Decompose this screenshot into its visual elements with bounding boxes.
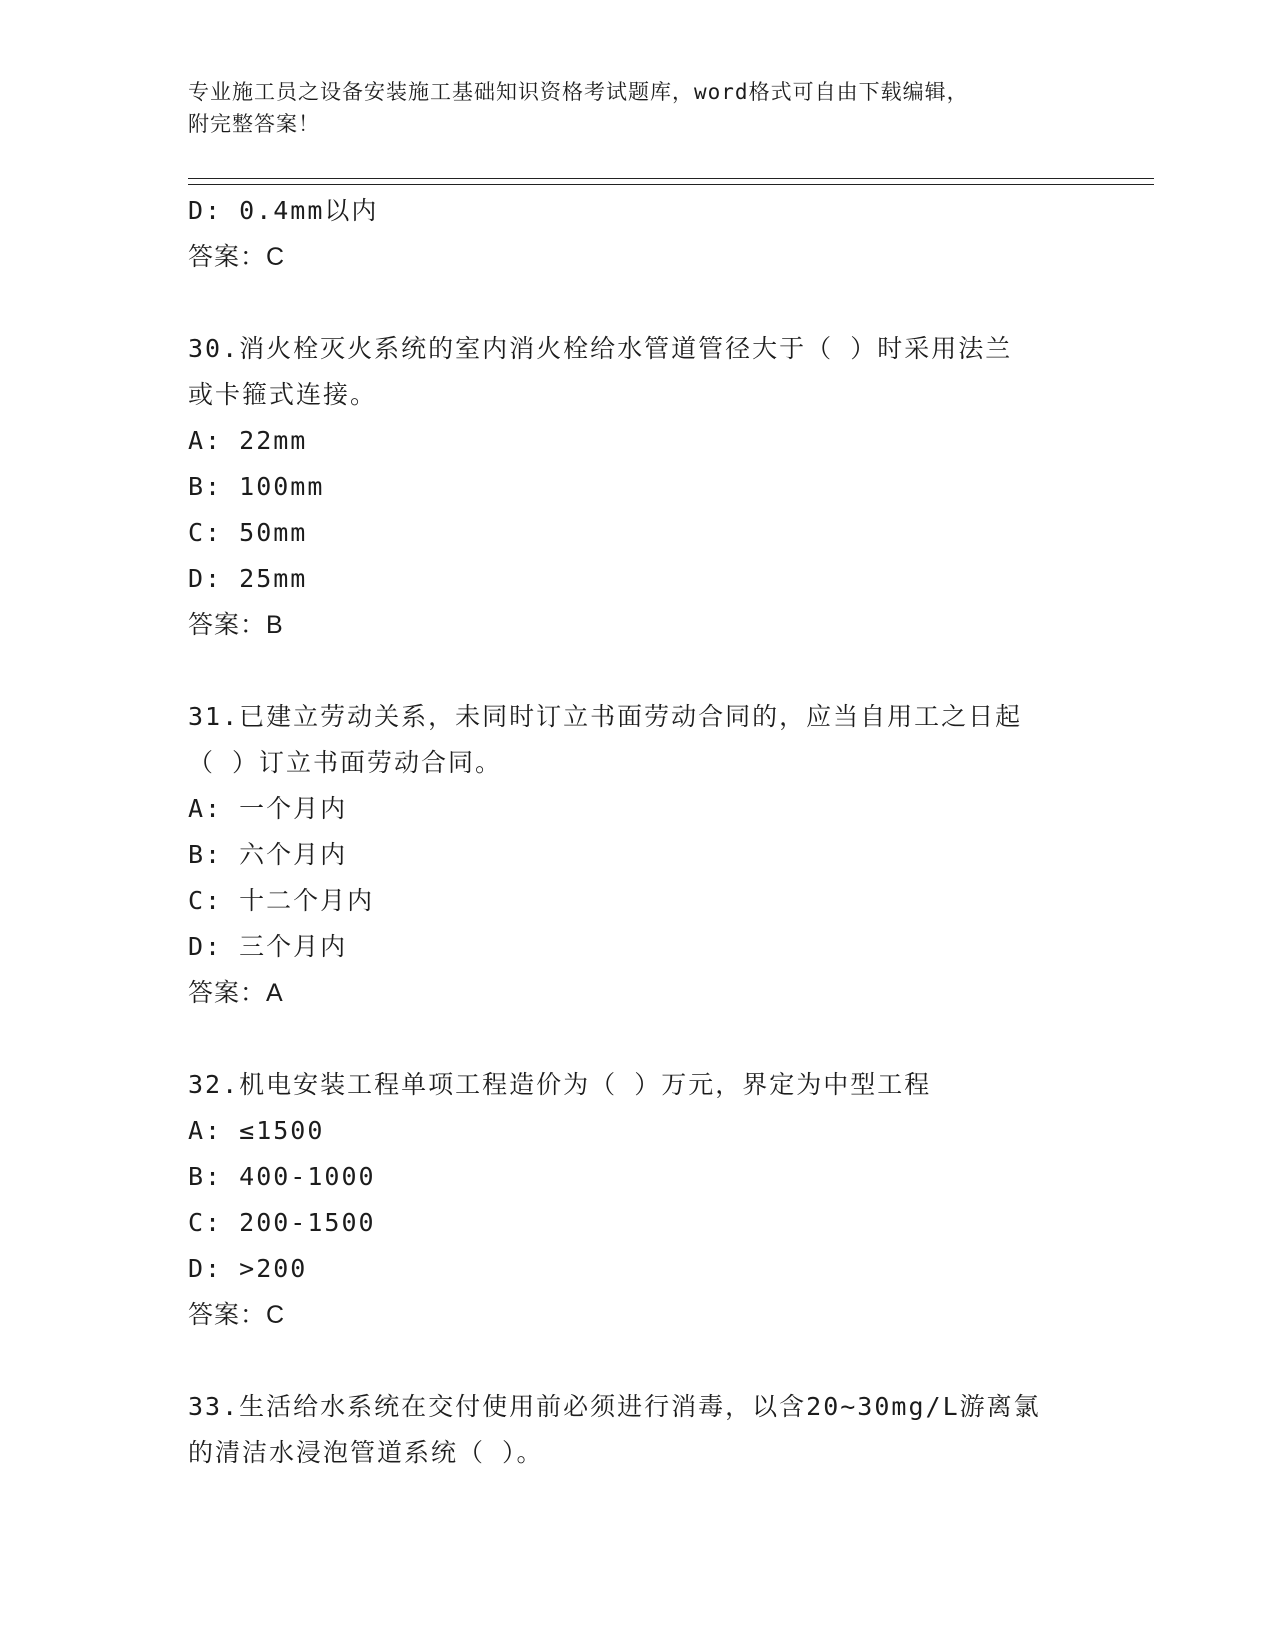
question-30 [188, 326, 1108, 648]
answer-line: 答案：A [188, 979, 284, 1007]
header-title-line-1: 专业施工员之设备安装施工基础知识资格考试题库，word格式可自由下载编辑， [188, 80, 969, 104]
option-a: A: 22mm [188, 426, 308, 455]
option-d: D: >200 [188, 1254, 308, 1283]
option-d: D: 0.4mm以内 [188, 196, 379, 225]
question-text-line-1: 32.机电安装工程单项工程造价为（ ）万元，界定为中型工程 [188, 1070, 932, 1099]
option-b: B: 400-1000 [188, 1162, 376, 1191]
question-text-line-1: 33.生活给水系统在交付使用前必须进行消毒，以含20~30mg/L游离氯 [188, 1392, 1041, 1421]
question-text-line-1: 31.已建立劳动关系，未同时订立书面劳动合同的，应当自用工之日起 [188, 702, 1023, 731]
option-b: B: 100mm [188, 472, 325, 501]
option-a: A: ≤1500 [188, 1116, 325, 1145]
answer-line: 答案：B [188, 611, 284, 639]
previous-question-tail [188, 188, 1108, 280]
option-c: C: 50mm [188, 518, 308, 547]
option-b: B: 六个月内 [188, 840, 348, 869]
question-text-line-1: 30.消火栓灭火系统的室内消火栓给水管道管径大于（ ）时采用法兰 [188, 334, 1013, 363]
question-text-line-2: （ ）订立书面劳动合同。 [188, 748, 503, 777]
header-divider-top [188, 178, 1154, 179]
option-c: C: 十二个月内 [188, 886, 375, 915]
option-d: D: 25mm [188, 564, 308, 593]
header-title-line-2: 附完整答案！ [188, 112, 320, 136]
answer-line: 答案：C [188, 1301, 286, 1329]
page-header [188, 76, 1088, 140]
option-d: D: 三个月内 [188, 932, 348, 961]
question-32 [188, 1062, 1108, 1338]
option-a: A: 一个月内 [188, 794, 348, 823]
option-c: C: 200-1500 [188, 1208, 376, 1237]
question-31 [188, 694, 1108, 1016]
question-list [188, 188, 1108, 1476]
question-text-line-2: 或卡箍式连接。 [188, 380, 378, 409]
question-33 [188, 1384, 1108, 1476]
question-text-line-2: 的清洁水浸泡管道系统（ ）。 [188, 1438, 544, 1467]
header-divider-bottom [188, 184, 1154, 185]
answer-line: 答案：C [188, 243, 286, 271]
